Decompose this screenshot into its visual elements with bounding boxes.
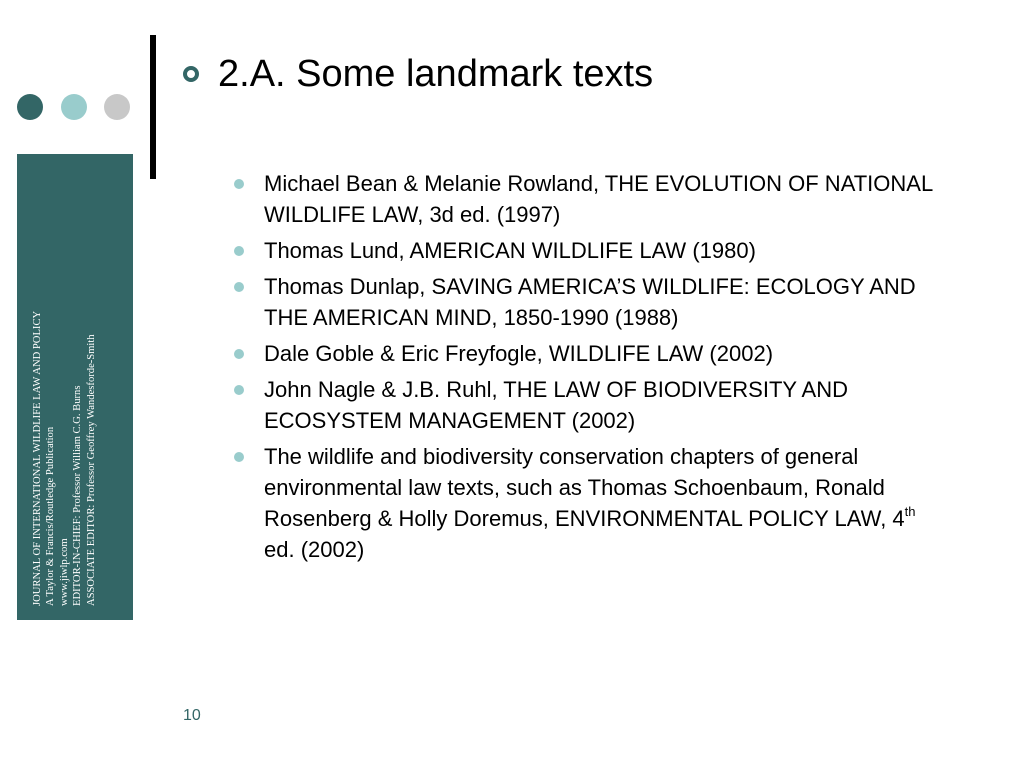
journal-sidebar [17, 154, 133, 620]
decorative-dot-grey [104, 94, 130, 120]
website-line: www.jiwlp.com [58, 538, 70, 606]
bullet-dot-icon [234, 282, 244, 292]
bullet-suffix: ed. (2002) [264, 537, 365, 562]
bullet-text: Thomas Dunlap, SAVING AMERICA’S WILDLIFE: ECOLOGY AND THE AMERICAN MIND, 1850-1990 (1988) [264, 274, 916, 330]
bullet-text: Dale Goble & Eric Freyfogle, WILDLIFE LAW (2002) [264, 341, 774, 366]
associate-editor-line: ASSOCIATE EDITOR: Professor Geoffrey Wandesforde-Smith [85, 334, 97, 606]
bullet-superscript: th [904, 503, 916, 519]
bullet-text: The wildlife and biodiversity conservation chapters of general environmental law texts, such as Thomas Schoenbaum, Ronald Rosenberg & Holly Doremus, ENVIRONMENTAL POLICY LAW, 4 [264, 444, 905, 531]
bullet-item [232, 374, 952, 436]
bullet-list [232, 168, 952, 570]
bullet-item [232, 168, 952, 230]
bullet-item [232, 338, 952, 369]
bullet-dot-icon [234, 452, 244, 462]
vertical-divider [150, 35, 156, 179]
bullet-item [232, 271, 952, 333]
bullet-item [232, 441, 952, 565]
bullet-dot-icon [234, 179, 244, 189]
bullet-dot-icon [234, 349, 244, 359]
slide-title: 2.A. Some landmark texts [218, 53, 654, 95]
editor-in-chief-line: EDITOR-IN-CHIEF: Professor William C.G. Burns [72, 385, 84, 606]
page-number: 10 [183, 707, 201, 724]
publisher-line: A Taylor & Francis/Routledge Publication [45, 426, 57, 606]
title-bullet-icon [183, 66, 199, 82]
bullet-text: Michael Bean & Melanie Rowland, THE EVOLUTION OF NATIONAL WILDLIFE LAW, 3d ed. (1997) [264, 171, 933, 227]
journal-title: JOURNAL OF INTERNATIONAL WILDLIFE LAW AND POLICY [32, 310, 43, 606]
journal-info [31, 166, 98, 606]
bullet-text: Thomas Lund, AMERICAN WILDLIFE LAW (1980) [264, 238, 756, 263]
decorative-dot-light [61, 94, 87, 120]
bullet-text: John Nagle & J.B. Ruhl, THE LAW OF BIODIVERSITY AND ECOSYSTEM MANAGEMENT (2002) [264, 377, 849, 433]
decorative-dot-dark [17, 94, 43, 120]
bullet-dot-icon [234, 246, 244, 256]
bullet-dot-icon [234, 385, 244, 395]
bullet-item [232, 235, 952, 266]
